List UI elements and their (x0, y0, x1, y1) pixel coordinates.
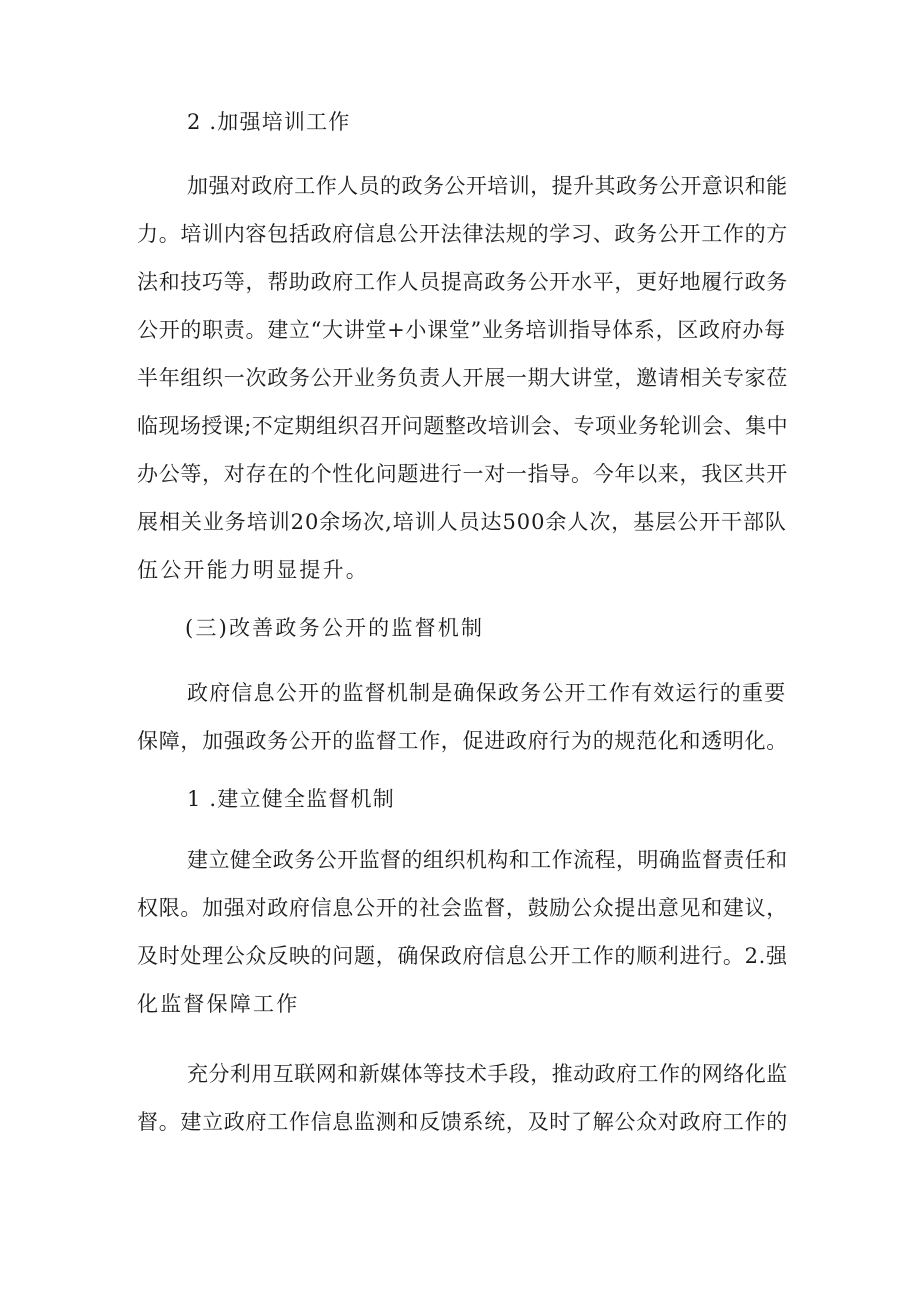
paragraph-line: 权限。加强对政府信息公开的社会监督，鼓励公众提出意见和建议， (137, 896, 788, 920)
section-heading-training: 2 .加强培训工作 (187, 110, 351, 134)
paragraph-line: 充分利用互联网和新媒体等技术手段，推动政府工作的网络化监 (187, 1062, 788, 1086)
paragraph-line: 督。建立政府工作信息监测和反馈系统，及时了解公众对政府工作的 (137, 1110, 788, 1134)
paragraph-line: 建立健全政务公开监督的组织机构和工作流程，明确监督责任和 (187, 848, 788, 872)
section-heading-supervision: (三)改善政务公开的监督机制 (185, 616, 485, 640)
paragraph-line: 公开的职责。建立“大讲堂+小课堂”业务培训指导体系，区政府办每 (137, 318, 786, 342)
paragraph-line: 临现场授课;不定期组织召开问题整改培训会、专项业务轮训会、集中 (137, 414, 789, 438)
paragraph-line: 政府信息公开的监督机制是确保政务公开工作有效运行的重要 (187, 681, 787, 705)
paragraph-line: 加强对政府工作人员的政务公开培训，提升其政务公开意识和能 (187, 174, 788, 198)
paragraph-line: 化监督保障工作 (137, 992, 300, 1016)
paragraph-line: 伍公开能力明显提升。 (137, 558, 369, 582)
paragraph-line: 展相关业务培训20余场次,培训人员达500余人次，基层公开干部队 (137, 510, 787, 534)
subsection-heading-mechanism: 1 .建立健全监督机制 (187, 787, 395, 811)
paragraph-line: 及时处理公众反映的问题，确保政府信息公开工作的顺利进行。2.强 (137, 944, 788, 968)
paragraph-line: 半年组织一次政务公开业务负责人开展一期大讲堂，邀请相关专家莅 (137, 366, 788, 390)
paragraph-line: 办公等，对存在的个性化问题进行一对一指导。今年以来，我区共开 (137, 462, 788, 486)
paragraph-line: 法和技巧等，帮助政府工作人员提高政务公开水平，更好地履行政务 (137, 270, 788, 294)
paragraph-line: 保障，加强政务公开的监督工作，促进政府行为的规范化和透明化。 (137, 729, 788, 753)
paragraph-line: 力。培训内容包括政府信息公开法律法规的学习、政务公开工作的方 (137, 222, 788, 246)
